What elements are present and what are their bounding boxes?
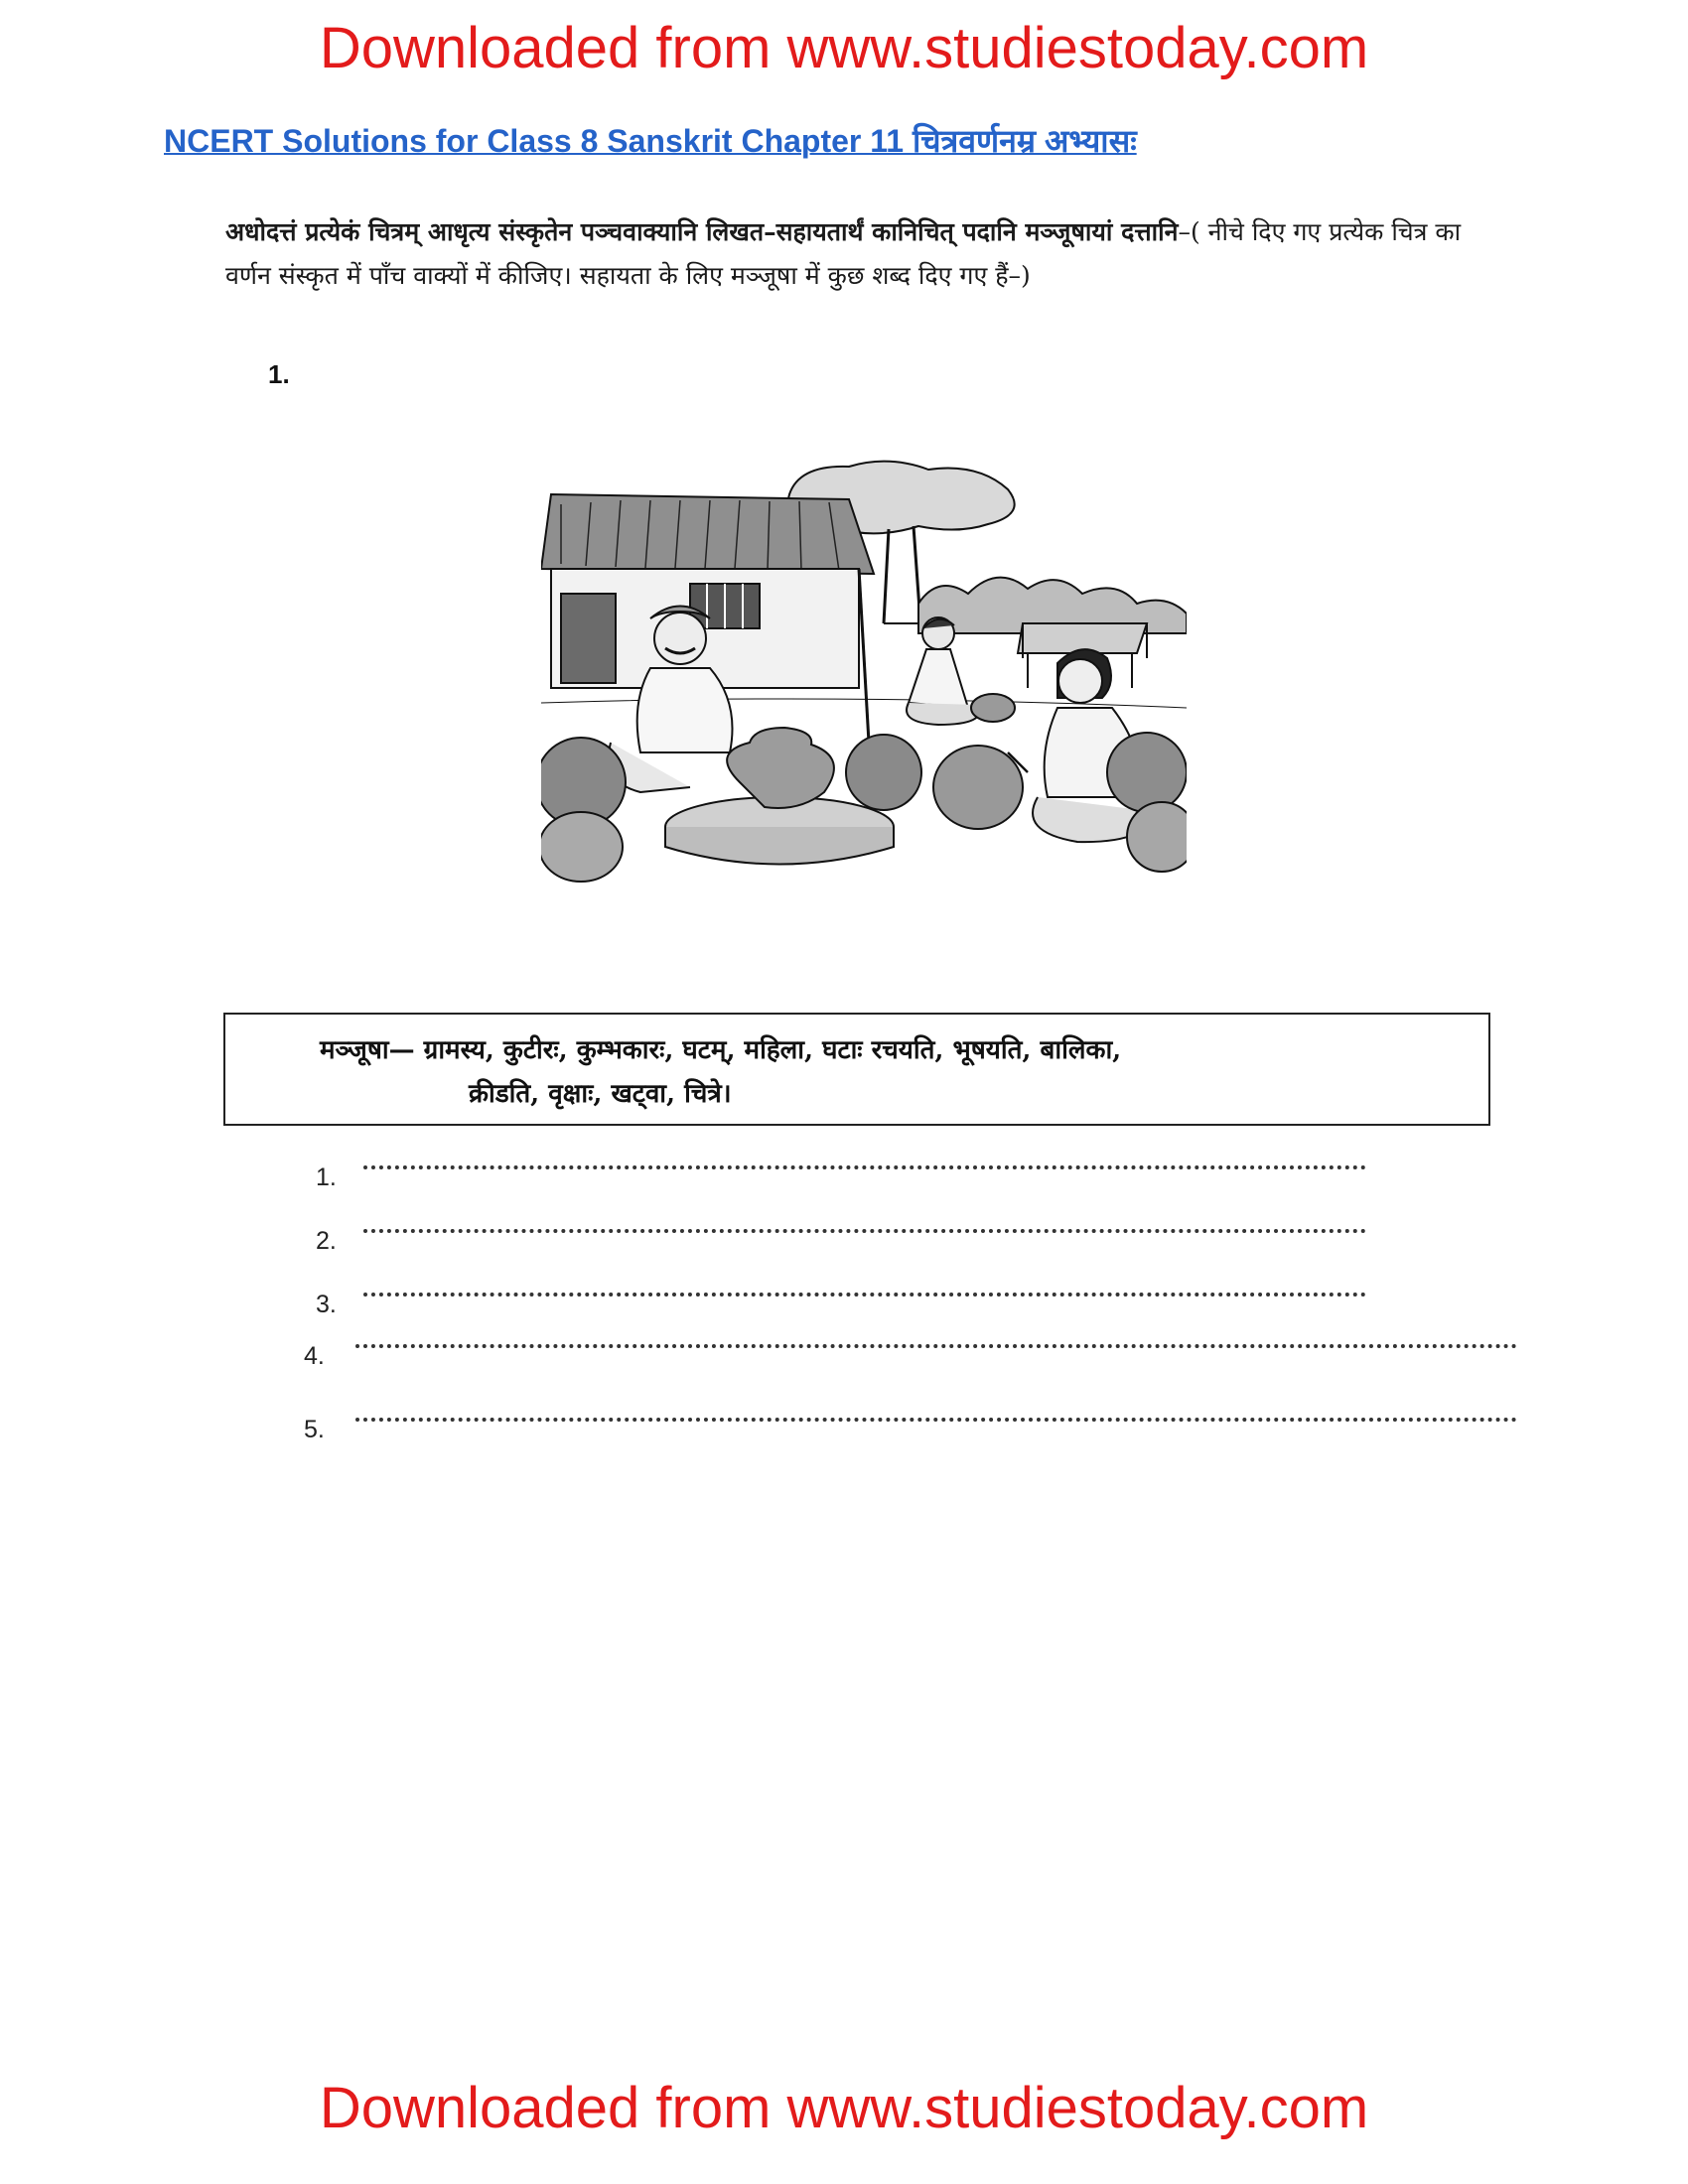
answer-number: 1. [316, 1163, 337, 1191]
woman-head [1058, 659, 1102, 703]
page-title[interactable]: NCERT Solutions for Class 8 Sanskrit Chapter 11 चित्रवर्णनम्र अभ्यासः [164, 123, 1137, 159]
answer-dotted-line [355, 1418, 1517, 1422]
answer-line-4[interactable] [304, 1342, 1525, 1382]
instructions-hindi: –( नीचे दिए गए प्रत्येक चित्र का वर्णन संस्कृत में पाँच वाक्यों में कीजिए। सहायता के लिए मञ्जूषा में कुछ शब्द दिए गए हैं–) [225, 217, 1462, 290]
potter-head [654, 613, 706, 664]
pot-right-1 [1107, 733, 1187, 812]
answer-number: 2. [316, 1227, 337, 1255]
word-box-line-1: मञ्जूषा— ग्रामस्य, कुटीरः, कुम्भकारः, घटम्, महिला, घटाः रचयति, भूषयति, बालिका, [320, 1035, 1122, 1065]
answer-dotted-line [363, 1293, 1366, 1297]
answer-number: 3. [316, 1291, 337, 1318]
instructions-text [225, 210, 1506, 298]
answer-line-2[interactable] [316, 1227, 1368, 1267]
watermark-top: Downloaded from www.studiestoday.com [319, 16, 1369, 80]
girl-body [909, 649, 968, 708]
instructions-sanskrit: अधोदत्तं प्रत्येकं चित्रम् आधृत्य संस्कृतेन पञ्चवाक्यानि लिखत–सहायतार्थं कानिचित् पदानि मञ्जूषायां दत्तानि [225, 217, 1179, 246]
answer-dotted-line [355, 1344, 1517, 1348]
answer-dotted-line [363, 1165, 1366, 1169]
potter-body [637, 668, 733, 752]
answer-number: 5. [304, 1416, 325, 1443]
answer-line-1[interactable] [316, 1163, 1368, 1203]
question-number: 1. [268, 359, 290, 389]
watermark-bottom: Downloaded from www.studiestoday.com [319, 2076, 1369, 2140]
hut-door [561, 594, 616, 683]
word-box [223, 1013, 1490, 1126]
answer-line-5[interactable] [304, 1416, 1525, 1455]
answer-number: 4. [304, 1342, 325, 1370]
pot-being-painted [933, 746, 1023, 829]
pot-left-2 [541, 812, 623, 882]
tree-trunk [884, 526, 920, 623]
potter-scene-illustration [541, 455, 1187, 901]
word-box-line-2: क्रीडति, वृक्षाः, खट्वा, चित्रे। [469, 1079, 732, 1109]
pot-on-wheel [727, 728, 834, 808]
pot-right-2 [1127, 802, 1187, 872]
answer-dotted-line [363, 1229, 1366, 1233]
answer-line-3[interactable] [316, 1291, 1368, 1330]
pot-center [846, 735, 921, 810]
